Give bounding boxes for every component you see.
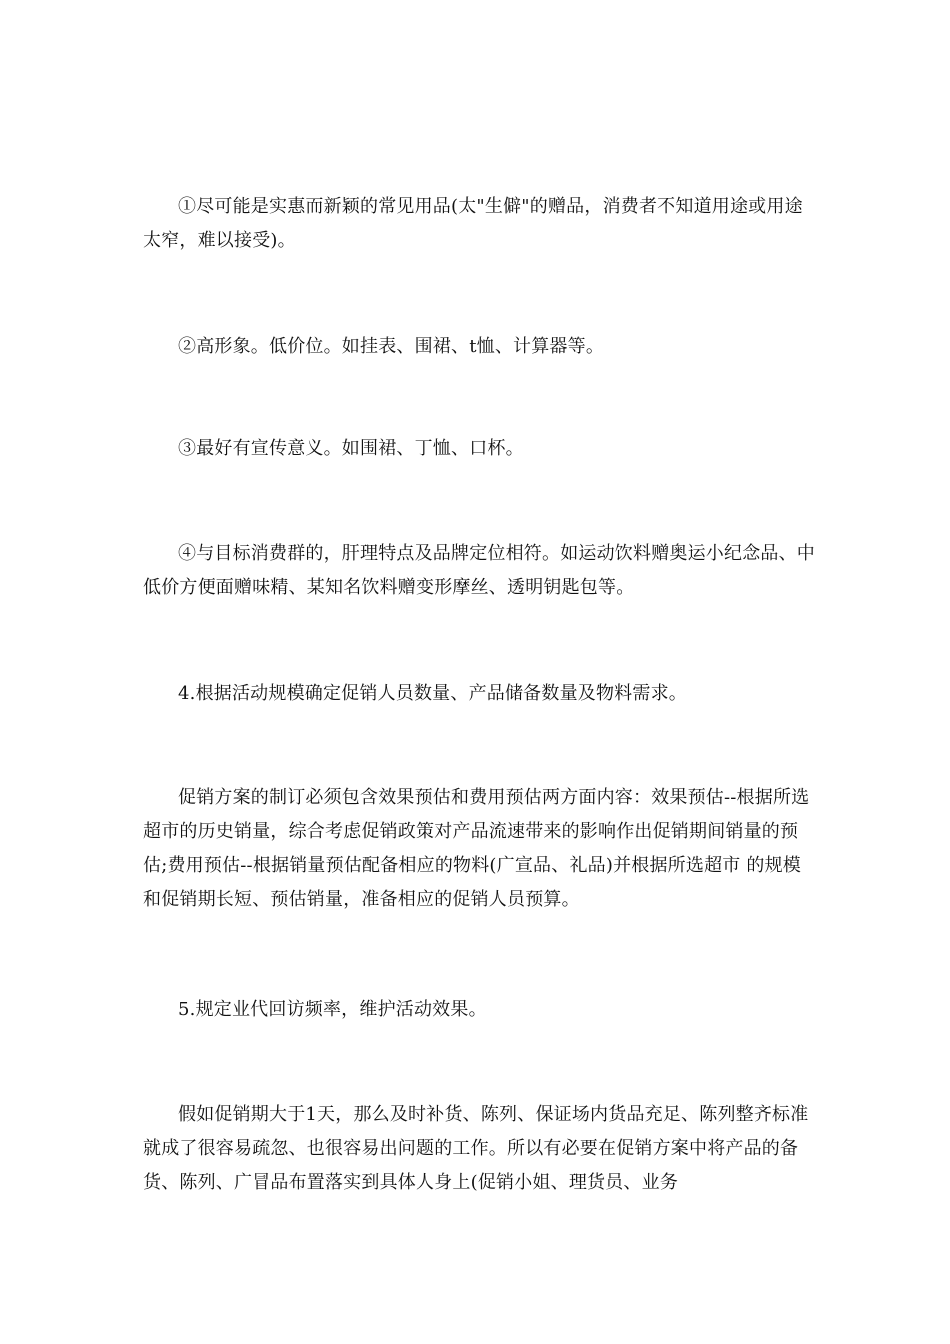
paragraph-gift-item-4: ④与目标消费群的，肝理特点及品牌定位相符。如运动饮料赠奥运小纪念品、中低价方便面赠味精、某知名饮料赠变形摩丝、透明钥匙包等。 xyxy=(143,543,815,598)
paragraph-gift-item-2: ②高形象。低价位。如挂表、围裙、t恤、计算器等。 xyxy=(178,336,605,357)
paragraph-step-5-heading: 5.规定业代回访频率，维护活动效果。 xyxy=(178,999,487,1020)
paragraph-gift-item-1: ①尽可能是实惠而新颖的常见用品(太"生僻"的赠品，消费者不知道用途或用途太窄，难以接受)。 xyxy=(143,196,803,251)
paragraph-restock-content: 假如促销期大于1天，那么及时补货、陈列、保证场内货品充足、陈列整齐标准就成了很容易疏忽、也很容易出问题的工作。所以有必要在促销方案中将产品的备货、陈列、广冒品布置落实到具体人身上(促销小姐、理货员、业务 xyxy=(143,1104,809,1193)
paragraph-estimate-content: 促销方案的制订必须包含效果预估和费用预估两方面内容：效果预估--根据所选超市的历史销量，综合考虑促销政策对产品流速带来的影响作出促销期间销量的预估;费用预估--根据销量预估配备相应的物料(广宣品、礼品)并根据所选超市 的规模和促销期长短、预估销量，准备相应的促销人员预算。 xyxy=(143,787,810,910)
paragraph-step-4-heading: 4.根据活动规模确定促销人员数量、产品储备数量及物料需求。 xyxy=(178,683,687,704)
paragraph-gift-item-3: ③最好有宣传意义。如围裙、丁恤、口杯。 xyxy=(178,438,524,459)
